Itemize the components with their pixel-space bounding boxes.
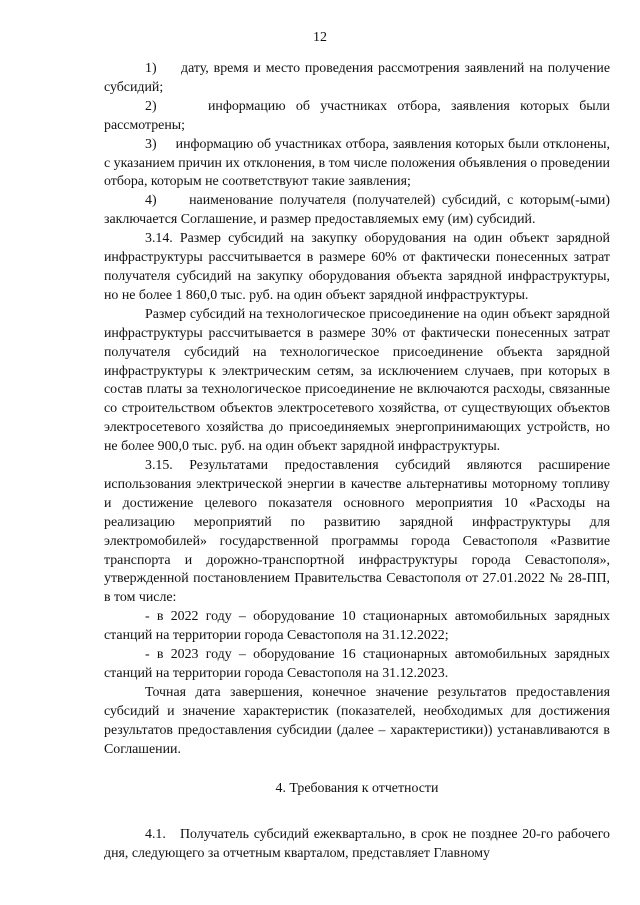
- document-body: [104, 60, 610, 864]
- clause-3-14-tech-connection: Размер субсидий на технологическое присоединение на один объект зарядной инфраструктуры рассчитывается в размере 30% от фактически понесенных затрат получателя субсидий на технологическое присоединение объекта зарядной инфраструктуры к электрическим сетям, за исключением случаев, при которых в состав платы за технологическое присоединение не включаются расходы, связанные со строительством объектов электросетевого хозяйства, от существующих объектов электросетевого хозяйства до присоединяемых энергопринимающих устройств, но не более 900,0 тыс. руб. на один объект зарядной инфраструктуры.: [104, 306, 610, 455]
- result-date-note: Точная дата завершения, конечное значение результатов предоставления субсидий и значение характеристик (показателей, необходимых для достижения результатов предоставления субсидии (далее – характеристики)) устанавливаются в Соглашении.: [104, 684, 610, 757]
- clause-3-14: 3.14. Размер субсидий на закупку оборудования на один объект зарядной инфраструктуры рассчитывается в размере 60% от фактически понесенных затрат получателя субсидий на закупку оборудования объекта зарядной инфраструктуры, но не более 1 860,0 тыс. руб. на один объект зарядной инфраструктуры.: [104, 231, 610, 303]
- list-item-1: 1) дату, время и место проведения рассмотрения заявлений на получение субсидий;: [104, 61, 610, 95]
- list-item-2: 2) информацию об участниках отбора, заявления которых были рассмотрены;: [104, 98, 610, 133]
- result-2023: - в 2023 году – оборудование 16 стационарных автомобильных зарядных станций на территории города Севастополя на 31.12.2023.: [104, 647, 610, 681]
- clause-4-1: 4.1. Получатель субсидий ежеквартально, в срок не позднее 20-го рабочего дня, следующего за отчетным кварталом, представляет Главному: [104, 827, 610, 862]
- clause-3-15: 3.15. Результатами предоставления субсидий являются расширение использования электрической энергии в качестве альтернативы моторному топливу и достижение целевого показателя основного мероприятия 10 «Расходы на реализацию мероприятий по развитию зарядной инфраструктуры для электромобилей» государственной программы города Севастополя «Развитие транспорта и дорожно-транспортной инфраструктуры города Севастополя», утвержденной постановлением Правительства Севастополя от 27.01.2022 № 28-ПП, в том числе:: [104, 458, 610, 606]
- list-item-4: 4) наименование получателя (получателей) субсидий, с которым(-ыми) заключается Соглашение, и размер предоставляемых ему (им) субсидий.: [104, 193, 610, 228]
- section-heading: 4. Требования к отчетности: [275, 780, 439, 796]
- list-item-3: 3) информацию об участниках отбора, заявления которых были отклонены, с указанием причин их отклонения, в том числе положения объявления о проведении отбора, которым не соответствуют такие заявления;: [104, 136, 610, 190]
- page-number: 12: [313, 30, 327, 45]
- result-2022: - в 2022 году – оборудование 10 стационарных автомобильных зарядных станций на территории города Севастополя на 31.12.2022;: [104, 609, 610, 644]
